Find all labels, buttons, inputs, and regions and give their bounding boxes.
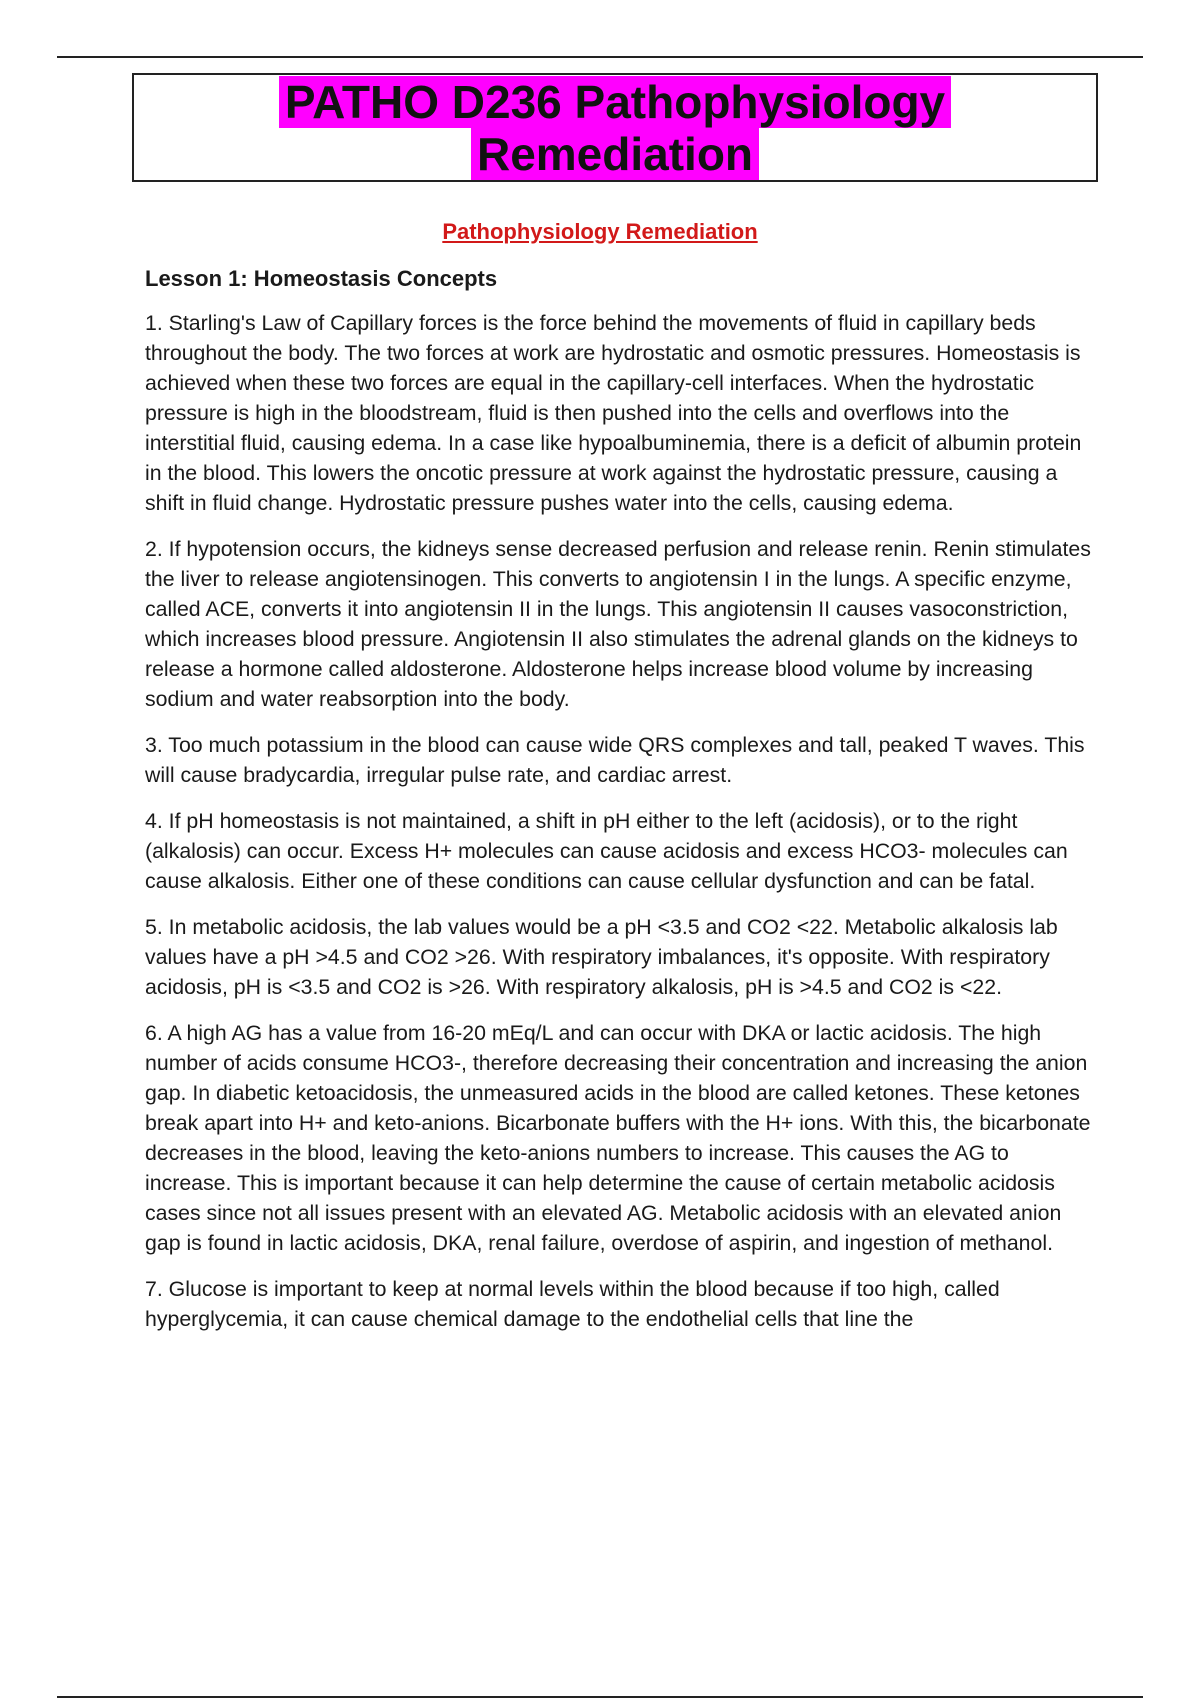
top-rule [57,56,1143,58]
document-body [145,264,1095,1350]
lesson-heading: Lesson 1: Homeostasis Concepts [145,266,498,291]
paragraph-6: 6. A high AG has a value from 16-20 mEq/L and can occur with DKA or lactic acidosis. The high number of acids consume HCO3-, therefore decreasing their concentration and increasing the anion gap. In diabetic ketoacidosis, the unmeasured acids in the blood are called ketones. These ketones break apart into H+ and keto-anions. Bicarbonate buffers with the H+ ions. With this, the bicarbonate decreases in the blood, leaving the keto-anions numbers to increase. This causes the AG to increase. This is important because it can help determine the cause of certain metabolic acidosis cases since not all issues present with an elevated AG. Metabolic acidosis with an elevated anion gap is found in lactic acidosis, DKA, renal failure, overdose of aspirin, and ingestion of methanol. [145,1021,1091,1255]
paragraph-3: 3. Too much potassium in the blood can cause wide QRS complexes and tall, peaked T waves. This will cause bradycardia, irregular pulse rate, and cardiac arrest. [145,733,1085,787]
paragraph-1: 1. Starling's Law of Capillary forces is the force behind the movements of fluid in capillary beds throughout the body. The two forces at work are hydrostatic and osmotic pressures. Homeostasis is achieved when these two forces are equal in the capillary-cell interfaces. When the hydrostatic pressure is high in the bloodstream, fluid is then pushed into the cells and overflows into the interstitial fluid, causing edema. In a case like hypoalbuminemia, there is a deficit of albumin protein in the blood. This lowers the oncotic pressure at work against the hydrostatic pressure, causing a shift in fluid change. Hydrostatic pressure pushes water into the cells, causing edema. [145,311,1082,515]
document-title-line-2: Remediation [471,128,759,180]
document-title-line-1: PATHO D236 Pathophysiology [279,76,951,128]
bottom-rule [57,1696,1143,1698]
document-subtitle: Pathophysiology Remediation [442,219,758,244]
paragraph-2: 2. If hypotension occurs, the kidneys sense decreased perfusion and release renin. Renin stimulates the liver to release angiotensinogen. This converts to angiotensin I in the lungs. A specific enzyme, called ACE, converts it into angiotensin II in the lungs. This angiotensin II causes vasoconstriction, which increases blood pressure. Angiotensin II also stimulates the adrenal glands on the kidneys to release a hormone called aldosterone. Aldosterone helps increase blood volume by increasing sodium and water reabsorption into the body. [145,537,1091,711]
paragraph-5: 5. In metabolic acidosis, the lab values would be a pH <3.5 and CO2 <22. Metabolic alkalosis lab values have a pH >4.5 and CO2 >26. With respiratory imbalances, it's opposite. With respiratory acidosis, pH is <3.5 and CO2 is >26. With respiratory alkalosis, pH is >4.5 and CO2 is <22. [145,915,1058,999]
paragraph-4: 4. If pH homeostasis is not maintained, a shift in pH either to the left (acidosis), or to the right (alkalosis) can occur. Excess H+ molecules can cause acidosis and excess HCO3- molecules can cause alkalosis. Either one of these conditions can cause cellular dysfunction and can be fatal. [145,809,1068,893]
title-box [132,73,1098,182]
paragraph-7: 7. Glucose is important to keep at normal levels within the blood because if too high, called hyperglycemia, it can cause chemical damage to the endothelial cells that line the [145,1277,1000,1331]
